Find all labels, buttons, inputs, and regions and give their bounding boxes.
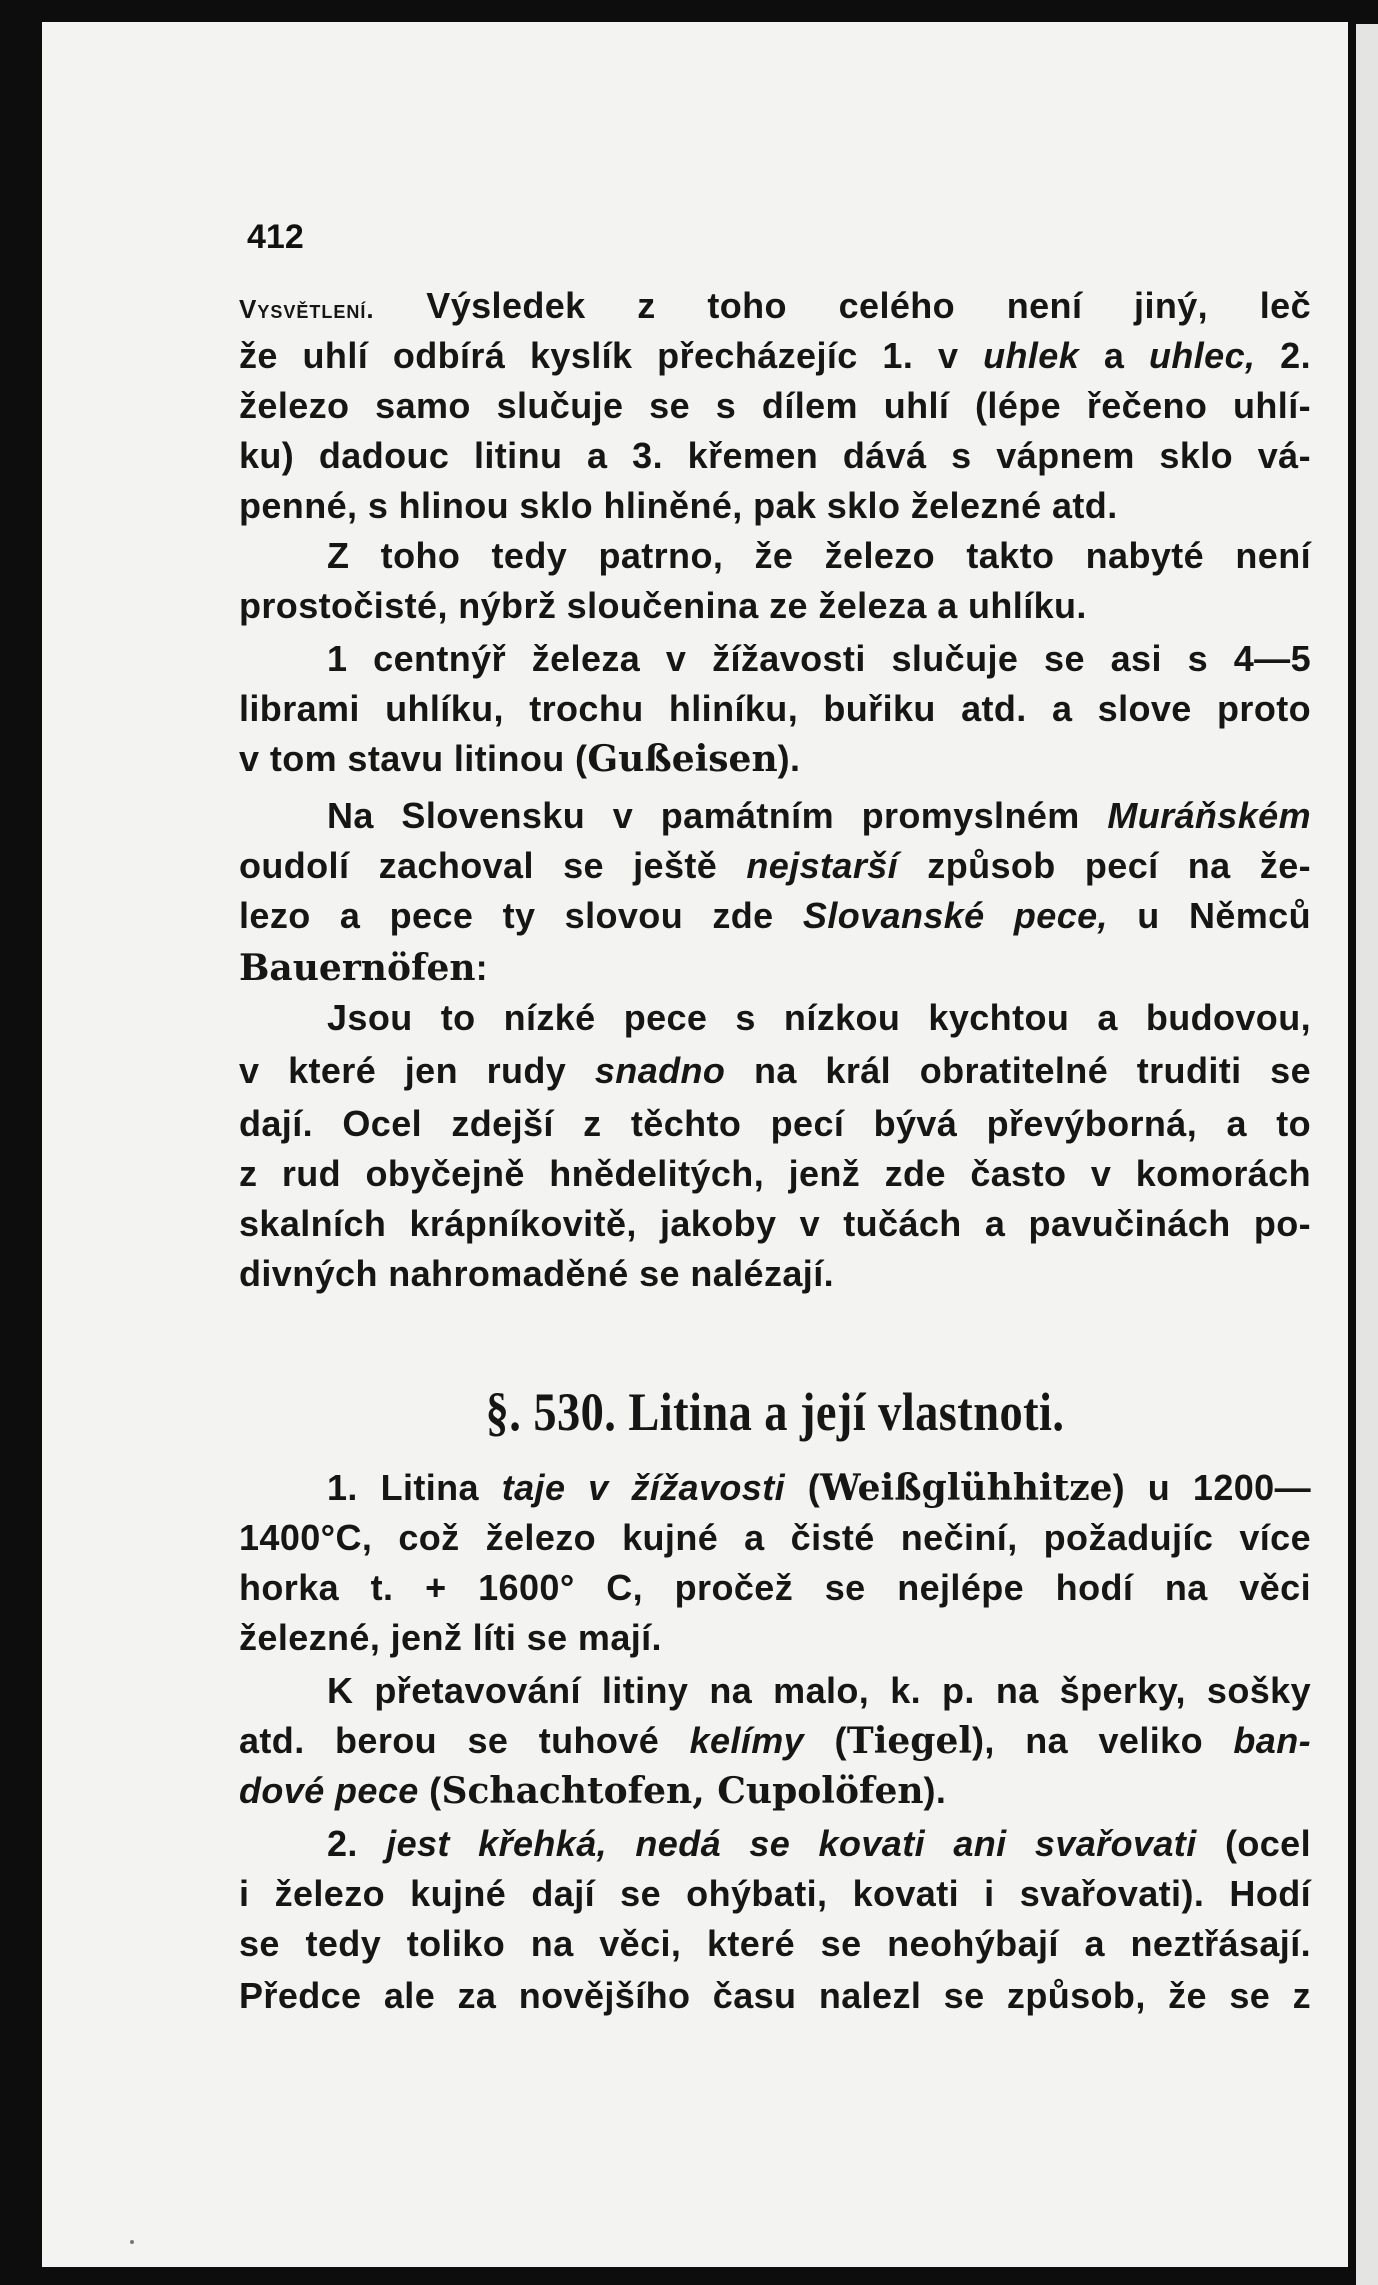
text-line (239, 1868, 1311, 1920)
text-segment: Slovanské pece, (802, 895, 1108, 936)
text-line (327, 790, 1311, 842)
text-segment: ). (777, 738, 801, 779)
text-segment: oudolí zachoval se ještě (239, 845, 747, 886)
text-line (239, 1715, 1311, 1767)
text-segment: Gußeisen (587, 738, 778, 780)
text-segment: a (1079, 335, 1149, 376)
text-segment: ku) dadouc litinu a 3. křemen dává s vápnem sklo vá- (239, 435, 1311, 476)
text-segment: u Němců (1107, 895, 1311, 936)
text-segment: ) u 1200— (1112, 1467, 1311, 1508)
text-line (239, 840, 1311, 892)
text-segment: Tiegel (846, 1720, 973, 1762)
text-segment: prostočisté, nýbrž sloučenina ze železa a uhlíku. (239, 585, 1087, 626)
text-line (327, 1462, 1311, 1514)
book-page (42, 22, 1348, 2267)
text-segment: skalních krápníkovitě, jakoby v tučách a pavučinách po- (239, 1203, 1311, 1244)
text-segment: Předce ale za novějšího času nalezl se způsob, že se z (239, 1975, 1311, 2016)
text-line (327, 1665, 1311, 1717)
text-line (239, 1198, 1311, 1250)
text-segment: dají. Ocel zdejší z těchto pecí bývá převýborná, a to (239, 1103, 1311, 1144)
text-segment: Weißglühhitze (820, 1467, 1113, 1509)
text-segment: ( (804, 1720, 847, 1761)
text-line (239, 1098, 1311, 1150)
text-line (239, 1765, 1311, 1817)
text-segment: 2. (1255, 335, 1311, 376)
text-segment: ), na veliko (972, 1720, 1234, 1761)
text-segment: Z toho tedy patrno, že železo takto nabyté není (327, 535, 1311, 576)
text-segment: Jsou to nízké pece s nízkou kychtou a budovou, (327, 997, 1311, 1038)
text-segment: 1400°C, což železo kujné a čisté nečiní, požadujíc více (239, 1517, 1311, 1558)
text-line (239, 280, 1311, 332)
section-heading: §. 530. Litina a její vlastnoti. (485, 1382, 1065, 1442)
text-segment: kelímy (689, 1720, 805, 1761)
text-segment: Výsledek z toho celého není jiný, leč (374, 285, 1311, 326)
text-segment: taje v žížavosti (501, 1467, 785, 1508)
text-segment: penné, s hlinou sklo hliněné, pak sklo železné atd. (239, 485, 1118, 526)
text-segment: železné, jenž líti se mají. (239, 1617, 662, 1658)
text-line (239, 733, 1311, 785)
text-segment: K přetavování litiny na malo, k. p. na šperky, sošky (327, 1670, 1311, 1711)
text-segment: horka t. + 1600° C, pročež se nejlépe hodí na věci (239, 1567, 1311, 1608)
text-segment: ( (784, 1467, 821, 1508)
text-line (239, 480, 1311, 532)
text-segment: atd. berou se tuhové (239, 1720, 690, 1761)
text-segment: způsob pecí na že- (898, 845, 1311, 886)
text-line (327, 992, 1311, 1044)
text-segment: železo samo slučuje se s dílem uhlí (lépe řečeno uhlí- (239, 385, 1311, 426)
text-segment: Schachtofen, Cupolöfen (441, 1770, 924, 1812)
next-page-edge (1356, 24, 1378, 2285)
text-segment: librami uhlíku, trochu hliníku, buřiku atd. a slove proto (239, 688, 1311, 729)
text-line (239, 380, 1311, 432)
text-line (239, 1612, 1311, 1664)
text-line (239, 580, 1311, 632)
text-line (327, 1818, 1311, 1870)
text-segment: 1. Litina (327, 1467, 502, 1508)
text-line (327, 530, 1311, 582)
text-segment: Vysvětlení. (239, 294, 375, 324)
text-line (239, 430, 1311, 482)
text-line (239, 1562, 1311, 1614)
text-line (239, 890, 1311, 942)
text-segment: v tom stavu litinou ( (239, 738, 588, 779)
text-segment: : (475, 947, 488, 988)
text-segment: se tedy toliko na věci, které se neohýbají a neztřásají. (239, 1923, 1311, 1964)
text-segment: z rud obyčejně hnědelitých, jenž zde často v komorách (239, 1153, 1311, 1194)
text-line (327, 633, 1311, 685)
text-segment: Bauernöfen (239, 947, 476, 989)
text-line (239, 1045, 1311, 1097)
text-line (239, 1248, 1311, 1300)
page-number: 412 (247, 218, 304, 256)
text-segment: uhlec, (1149, 335, 1256, 376)
text-segment: na král obratitelné truditi se (725, 1050, 1312, 1091)
text-segment: divných nahromaděné se nalézají. (239, 1253, 835, 1294)
text-segment: Muráňském (1107, 795, 1311, 836)
text-line (239, 1512, 1311, 1564)
text-segment: nejstarší (746, 845, 899, 886)
text-line (239, 1970, 1311, 2022)
text-segment: ). (923, 1770, 947, 1811)
text-segment: dové pece (239, 1770, 419, 1811)
text-segment: že uhlí odbírá kyslík přecházejíc 1. v (239, 335, 984, 376)
text-segment: 2. (327, 1823, 387, 1864)
text-segment: jest křehká, nedá se kovati ani svařovati (386, 1823, 1197, 1864)
text-segment: i železo kujné dají se ohýbati, kovati i svařovati). Hodí (239, 1873, 1311, 1914)
text-line (239, 1918, 1311, 1970)
text-segment: ban- (1233, 1720, 1311, 1761)
text-segment: snadno (594, 1050, 726, 1091)
text-line (239, 683, 1311, 735)
text-segment: Na Slovensku v památním promyslném (327, 795, 1108, 836)
text-segment: ( (418, 1770, 442, 1811)
text-segment: v které jen rudy (239, 1050, 595, 1091)
page-speck (130, 2240, 134, 2244)
text-segment: (ocel (1196, 1823, 1311, 1864)
text-line (239, 330, 1311, 382)
text-line (239, 942, 1311, 994)
text-segment: 1 centnýř železa v žížavosti slučuje se asi s 4—5 (327, 638, 1311, 679)
text-line (239, 1148, 1311, 1200)
text-segment: lezo a pece ty slovou zde (239, 895, 803, 936)
text-segment: uhlek (983, 335, 1080, 376)
